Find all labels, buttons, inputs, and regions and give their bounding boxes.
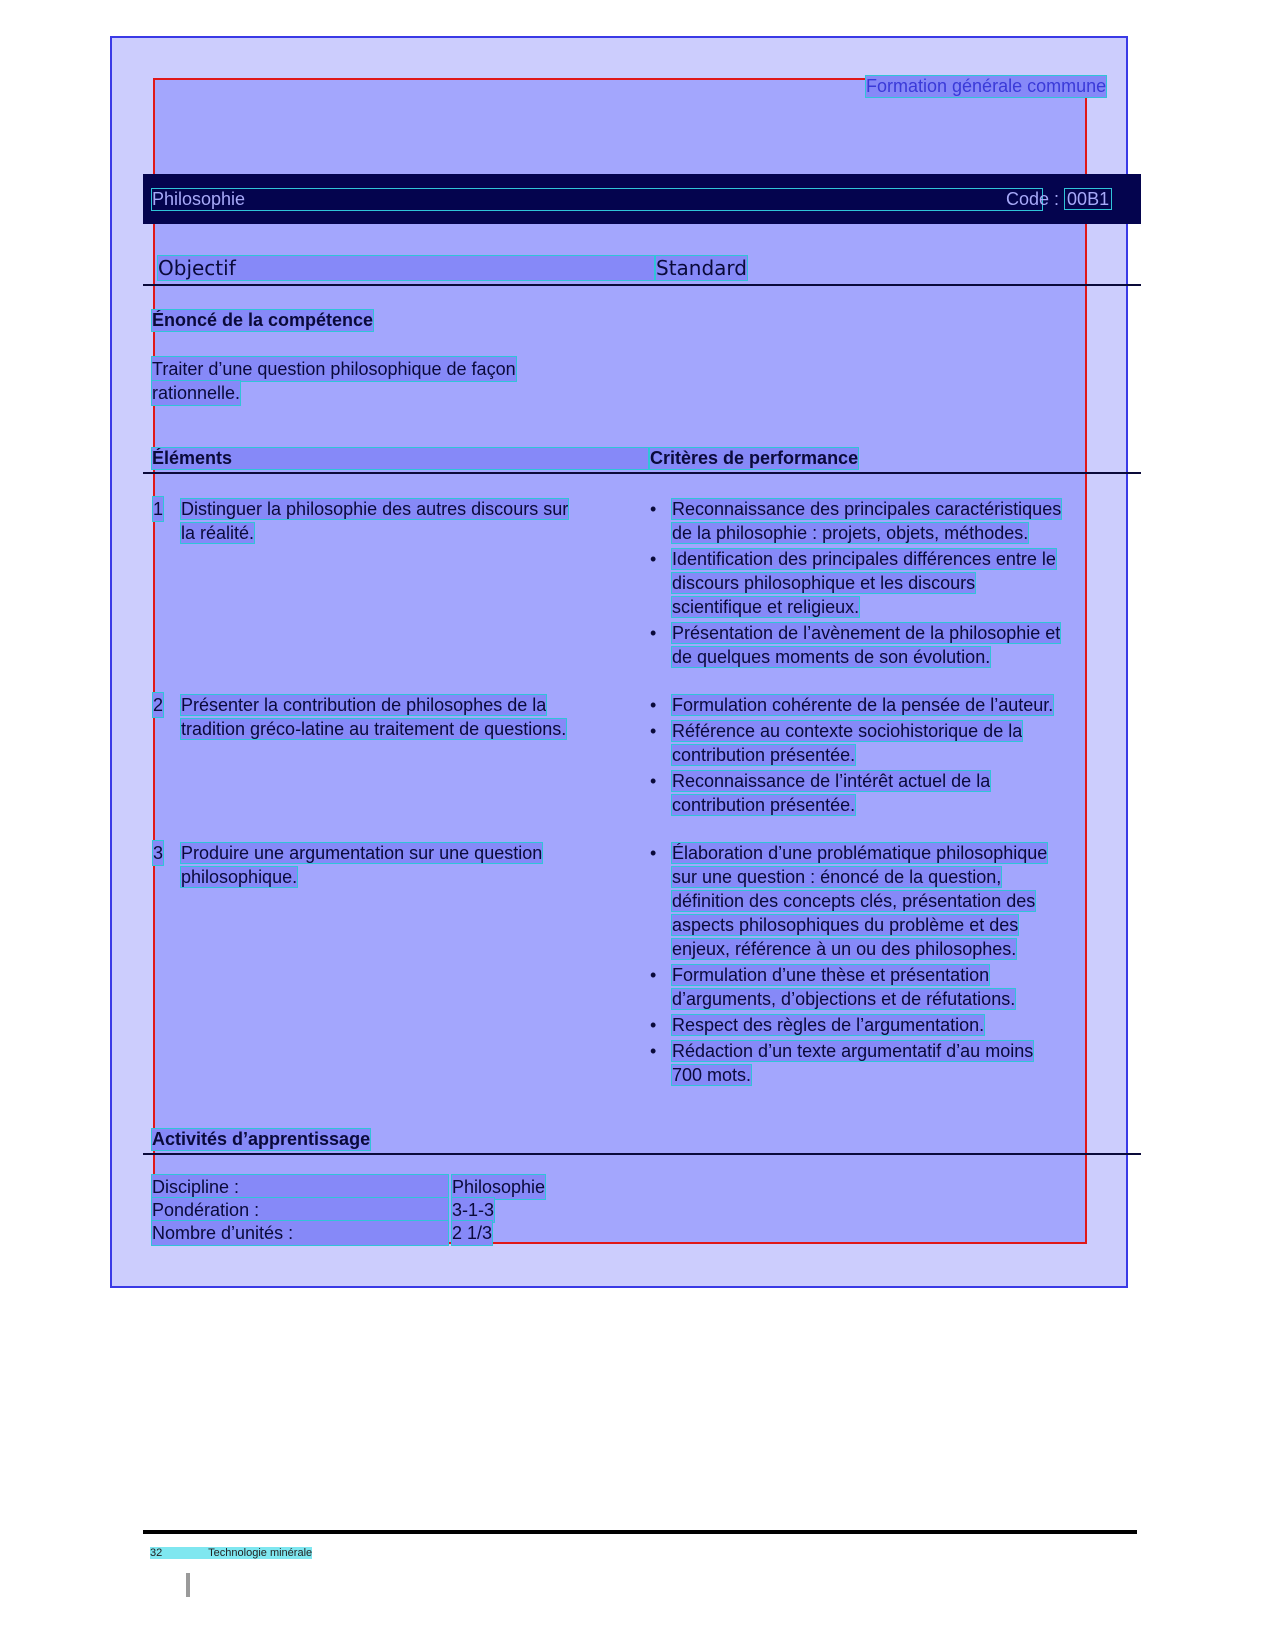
element-line: philosophique. <box>181 867 298 887</box>
criterion <box>650 963 1120 1011</box>
unites-label: Nombre d’unités : <box>152 1221 448 1245</box>
criterion <box>650 693 1120 717</box>
criterion-line: discours philosophique et les discours <box>672 573 976 593</box>
criterion-line: scientifique et religieux. <box>672 597 860 617</box>
element-line: Distinguer la philosophie des autres discours sur <box>181 499 569 519</box>
unites-value: 2 1/3 <box>452 1223 493 1243</box>
objectif-header: Objectif <box>158 256 654 280</box>
page-number: 32 <box>150 1547 163 1559</box>
criterion-line: définition des concepts clés, présentation des <box>672 891 1036 911</box>
criterion <box>650 497 1120 545</box>
criterion-line: Référence au contexte sociohistorique de la <box>672 721 1023 741</box>
elements-heading: Éléments <box>152 448 648 469</box>
criterion-line: de la philosophie : projets, objets, méthodes. <box>672 523 1029 543</box>
criterion-line: Présentation de l’avènement de la philosophie et <box>672 623 1061 643</box>
criterion <box>650 621 1120 669</box>
criterion-line: enjeux, référence à un ou des philosophes. <box>672 939 1017 959</box>
top-label: Formation générale commune <box>866 76 1107 96</box>
element-number: 2 <box>153 695 164 715</box>
element-line: tradition gréco-latine au traitement de questions. <box>181 719 567 739</box>
ponderation-label: Pondération : <box>152 1198 448 1222</box>
activities-heading: Activités d’apprentissage <box>152 1129 371 1149</box>
criterion-line: de quelques moments de son évolution. <box>672 647 991 667</box>
criterion <box>650 1013 1120 1037</box>
criterion-line: Formulation d’une thèse et présentation <box>672 965 990 985</box>
criteria-3 <box>650 841 1120 1089</box>
rule-3 <box>143 1153 1141 1155</box>
code-label: Code : <box>1006 189 1060 209</box>
code-block <box>1006 189 1111 210</box>
discipline-label: Discipline : <box>152 1175 448 1199</box>
criterion-line: Formulation cohérente de la pensée de l’auteur. <box>672 695 1054 715</box>
discipline-value: Philosophie <box>452 1177 546 1197</box>
criterion-line: Respect des règles de l’argumentation. <box>672 1015 985 1035</box>
competence-text <box>152 357 516 405</box>
standard-header: Standard <box>656 256 747 280</box>
ponderation-value: 3-1-3 <box>452 1200 495 1220</box>
criterion-line: d’arguments, d’objections et de réfutations. <box>672 989 1016 1009</box>
criterion-line: Élaboration d’une problématique philosophique <box>672 843 1048 863</box>
criterion <box>650 841 1120 961</box>
element-line: Présenter la contribution de philosophes de la <box>181 695 547 715</box>
criterion <box>650 1039 1120 1087</box>
criterion <box>650 769 1120 817</box>
code-value: 00B1 <box>1067 189 1110 209</box>
criterion <box>650 719 1120 767</box>
criterion-line: 700 mots. <box>672 1065 752 1085</box>
criterion-line: Reconnaissance de l’intérêt actuel de la <box>672 771 991 791</box>
criterion-line: contribution présentée. <box>672 745 856 765</box>
criterion-line: Identification des principales différences entre le <box>672 549 1056 569</box>
program-name: Technologie minérale <box>208 1547 313 1559</box>
criterion-line: aspects philosophiques du problème et des <box>672 915 1019 935</box>
rule-1 <box>143 284 1141 286</box>
competence-line-1: Traiter d’une question philosophique de façon <box>152 359 516 379</box>
footer-rule <box>143 1530 1137 1534</box>
competence-heading: Énoncé de la compétence <box>152 310 374 330</box>
footer <box>150 1547 312 1559</box>
competence-line-2: rationnelle. <box>152 383 241 403</box>
element-1 <box>153 497 653 545</box>
criterion-line: contribution présentée. <box>672 795 856 815</box>
element-number: 1 <box>153 499 164 519</box>
criteria-2 <box>650 693 1120 819</box>
discipline-title: Philosophie <box>152 189 1042 210</box>
element-number: 3 <box>153 843 164 863</box>
element-3 <box>153 841 653 889</box>
element-2 <box>153 693 653 741</box>
criterion-line: Rédaction d’un texte argumentatif d’au moins <box>672 1041 1034 1061</box>
criterion-line: sur une question : énoncé de la question, <box>672 867 1002 887</box>
text-cursor <box>186 1573 190 1597</box>
criteria-1 <box>650 497 1120 671</box>
rule-2 <box>143 472 1141 474</box>
criteres-heading: Critères de performance <box>650 448 859 468</box>
criterion-line: Reconnaissance des principales caractéristiques <box>672 499 1062 519</box>
element-line: la réalité. <box>181 523 255 543</box>
criterion <box>650 547 1120 619</box>
element-line: Produire une argumentation sur une question <box>181 843 543 863</box>
